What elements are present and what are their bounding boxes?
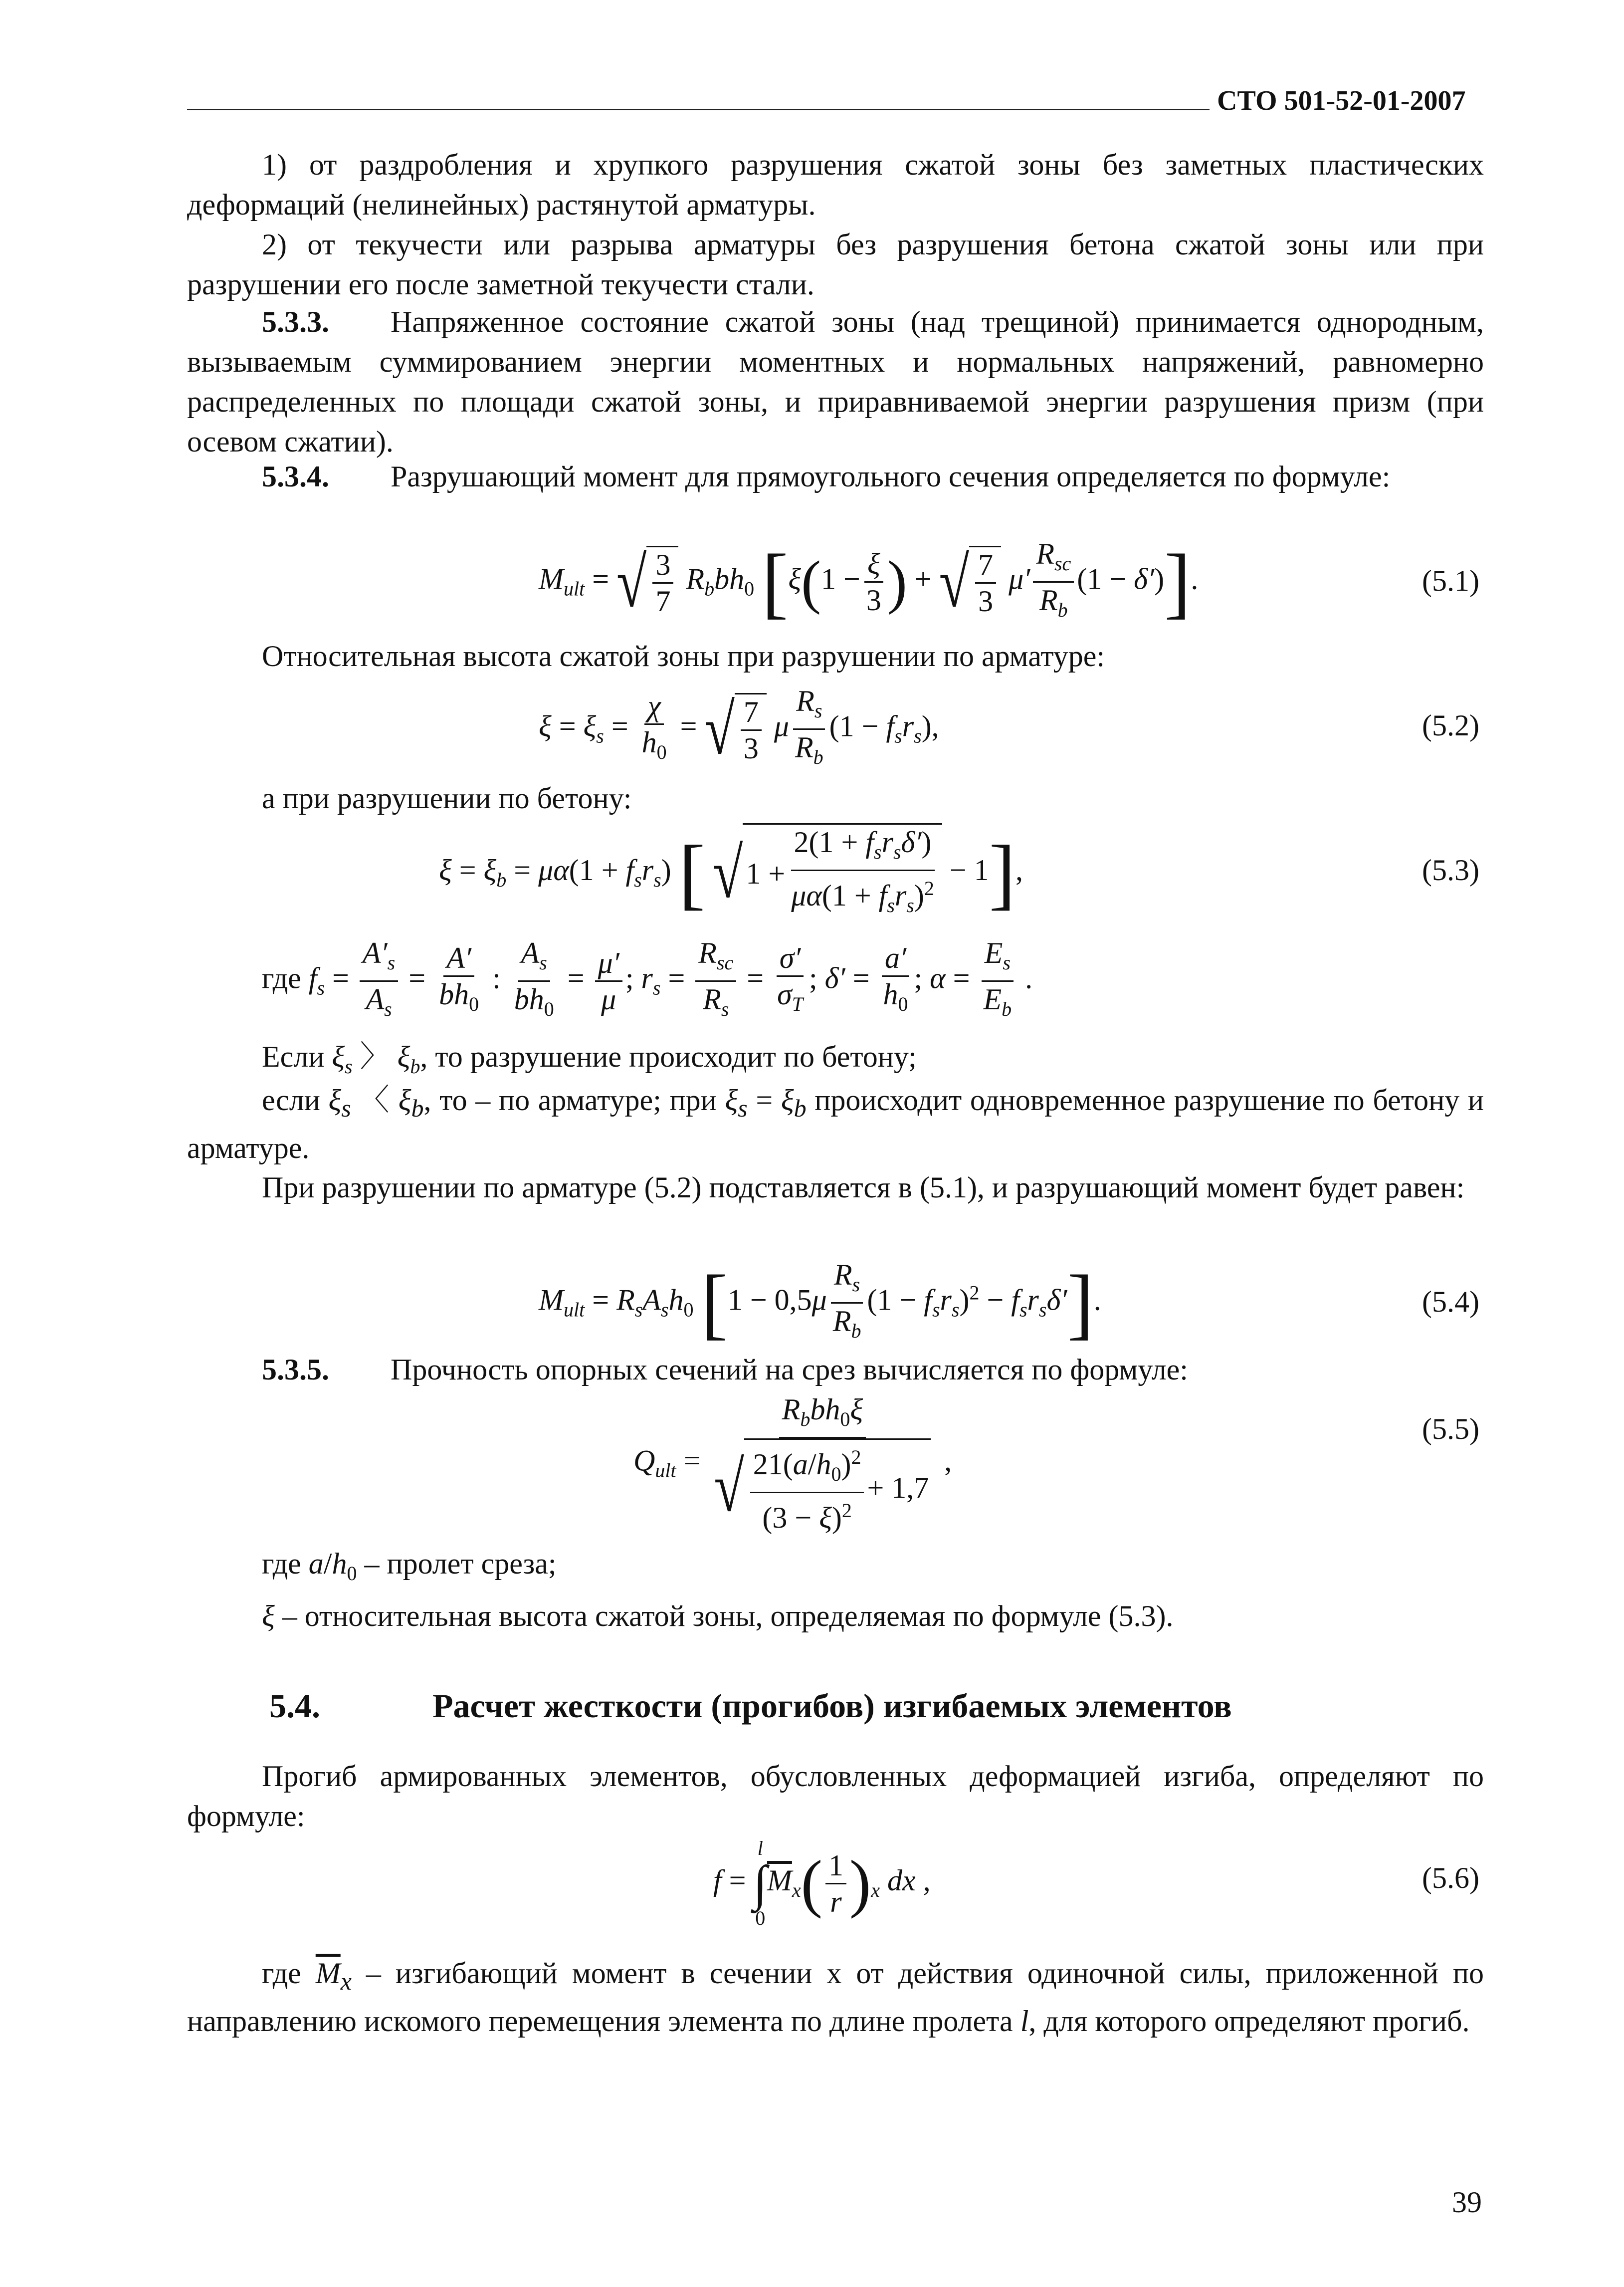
definition-xi: ξ – относительная высота сжатой зоны, определяемая по формуле (5.3). (262, 1600, 1174, 1632)
formula-number-5-2: (5.2) (1422, 709, 1479, 742)
paragraph-mx-end: , для которого определяют прогиб. (1028, 2005, 1470, 2038)
clause-text: Разрушающий момент для прямоугольного сечения определяется по формуле: (391, 460, 1391, 493)
document-code: СТО 501-52-01-2007 (1217, 85, 1466, 116)
paragraph-substitution: При разрушении по арматуре (5.2) подставляется в (5.1), и разрушающий момент будет равен: (262, 1171, 1465, 1204)
definition-a-h0: где $a/h_0$ – пролет среза; (262, 1547, 557, 1585)
formula-5-2: $\xi = \xi_s$ = $\frac{\chi}{h_0}$ = √ $\frac{7}{3}$ μ $\frac{R_s}{R_b}$ $(1 - f_sr_s)$, (539, 685, 939, 769)
formula-5-1: $M_{ult}$ = √ $\frac{3}{7}$ $R_bbh_0$ [ξ(1 − $\frac{\xi}{3}$ ) + √ $\frac{7}{3}$ μ′ $\frac{R_{sc}}{R_b}$ (1 − δ′)]. (539, 537, 1199, 627)
paragraph-deflection: Прогиб армированных элементов, обусловленных деформацией изгиба, определяют по формуле: (187, 1760, 1484, 1832)
clause-number: 5.3.4. (262, 460, 329, 493)
formula-5-3: $\xi = \xi_b = \mu\alpha(1 + f_sr_s)$ [ √ 1 + $\frac{2(1 + f_sr_s\delta')}{\mu\alpha(1 + f_sr_s)^2}$ − 1], (439, 823, 1023, 923)
condition-2-tail: происходит одновременное разрушение по бетону и арматуре. (187, 1084, 1484, 1164)
clause-text: Напряженное состояние сжатой зоны (над трещиной) принимается однородным, вызываемым суммированием энергии моментных и нормальных напряжений, равномерно распределенных по площади сжатой зоны, и приравниваемой энергии разрушения призм (при осевом сжатии). (187, 305, 1484, 458)
section-heading (269, 1686, 1232, 1726)
condition-1: Если $\xi_s$ 〉 $\xi_b$, то разрушение происходит по бетону; (262, 1040, 917, 1078)
if-word: Если (262, 1040, 325, 1073)
formula-5-5: $Q_{ult}$ = $R_bbh_0\xi$ √ $\frac{21(a/h_0)^2}{(3 - \xi)^2}$ + 1,7 , (633, 1393, 952, 1534)
paragraph-533 (187, 302, 1484, 461)
paragraph-1: 1) от раздробления и хрупкого разрушения сжатой зоны без заметных пластических деформаций (нелинейных) растянутой арматуры. (187, 148, 1484, 221)
formula-5-4: $M_{ult} = R_sA_sh_0$ [1 − 0,5μ $\frac{R_s}{R_b}$ $(1 - f_sr_s)^2 - f_sr_s\delta'$]. (539, 1258, 1101, 1348)
formula-number-5-3: (5.3) (1422, 854, 1479, 887)
section-title: Расчет жесткости (прогибов) изгибаемых элементов (432, 1687, 1232, 1725)
definitions-line: где $f_s$ = $\frac{A'_s}{A_s}$ = $\frac{A'}{bh_0}$ : $\frac{A_s}{bh_0}$ = $\frac{\mu'}{\mu}$ ; $r_s$ = $\frac{R_{sc}}{R_s}$ = $\frac{\sigma'}{\sigma_T}$ ; δ′ = $\frac{a'}{h_0}$ ; α = $\frac{E_s}{E_b}$ . (262, 936, 1033, 1020)
condition-2-text: , то – по арматуре; при (423, 1084, 717, 1117)
clause-number: 5.3.5. (262, 1353, 329, 1386)
formula-5-6: f = l ∫ $0\overline{M}_x$( $\frac{1}{r}$ )$_x$ dx , (713, 1837, 931, 1929)
section-number: 5.4. (269, 1687, 320, 1725)
where-word: где (262, 961, 301, 995)
formula-number-5-6: (5.6) (1422, 1861, 1479, 1894)
where-word: где (262, 1957, 301, 1990)
span-length-symbol: l (1020, 2005, 1029, 2038)
paragraph-relative-height: Относительная высота сжатой зоны при разрушении по арматуре: (262, 640, 1105, 673)
definition-xi-text: – относительная высота сжатой зоны, определяемая по формуле (5.3). (282, 1600, 1174, 1632)
where-word: где (262, 1547, 301, 1580)
condition-2: если $\xi_s$ 〈 $\xi_b$, то – по арматуре; при $\xi_s = \xi_b$ происходит одновременное разрушение по бетону и арматуре. (187, 1084, 1484, 1164)
if-word-2: если (262, 1084, 320, 1117)
condition-1-text: , то разрушение происходит по бетону; (420, 1040, 917, 1073)
paragraph-534 (187, 457, 1484, 496)
page-number: 39 (1452, 2186, 1482, 2219)
paragraph-mx-text: – изгибающий момент в сечении х от действия одиночной силы, приложенной по направлению искомого перемещения элемента по длине пролета (187, 1957, 1484, 2038)
clause-number: 5.3.3. (262, 305, 329, 338)
paragraph-535 (187, 1350, 1484, 1389)
formula-number-5-5: (5.5) (1422, 1412, 1479, 1445)
formula-number-5-4: (5.4) (1422, 1285, 1479, 1318)
paragraph-concrete: а при разрушении по бетону: (262, 782, 632, 815)
formula-number-5-1: (5.1) (1422, 564, 1479, 597)
paragraph-2: 2) от текучести или разрыва арматуры без разрушения бетона сжатой зоны или при разрушении его после заметной текучести стали. (187, 228, 1484, 301)
paragraph-mx: где $\overline{M}_x$ – изгибающий момент в сечении х от действия одиночной силы, приложенной по направлению искомого перемещения элемента по длине пролета l, для которого определяют прогиб. (187, 1957, 1484, 2038)
definition-a-h0-text: – пролет среза; (364, 1547, 557, 1580)
header-rule (187, 109, 1210, 110)
clause-text: Прочность опорных сечений на срез вычисляется по формуле: (391, 1353, 1188, 1386)
